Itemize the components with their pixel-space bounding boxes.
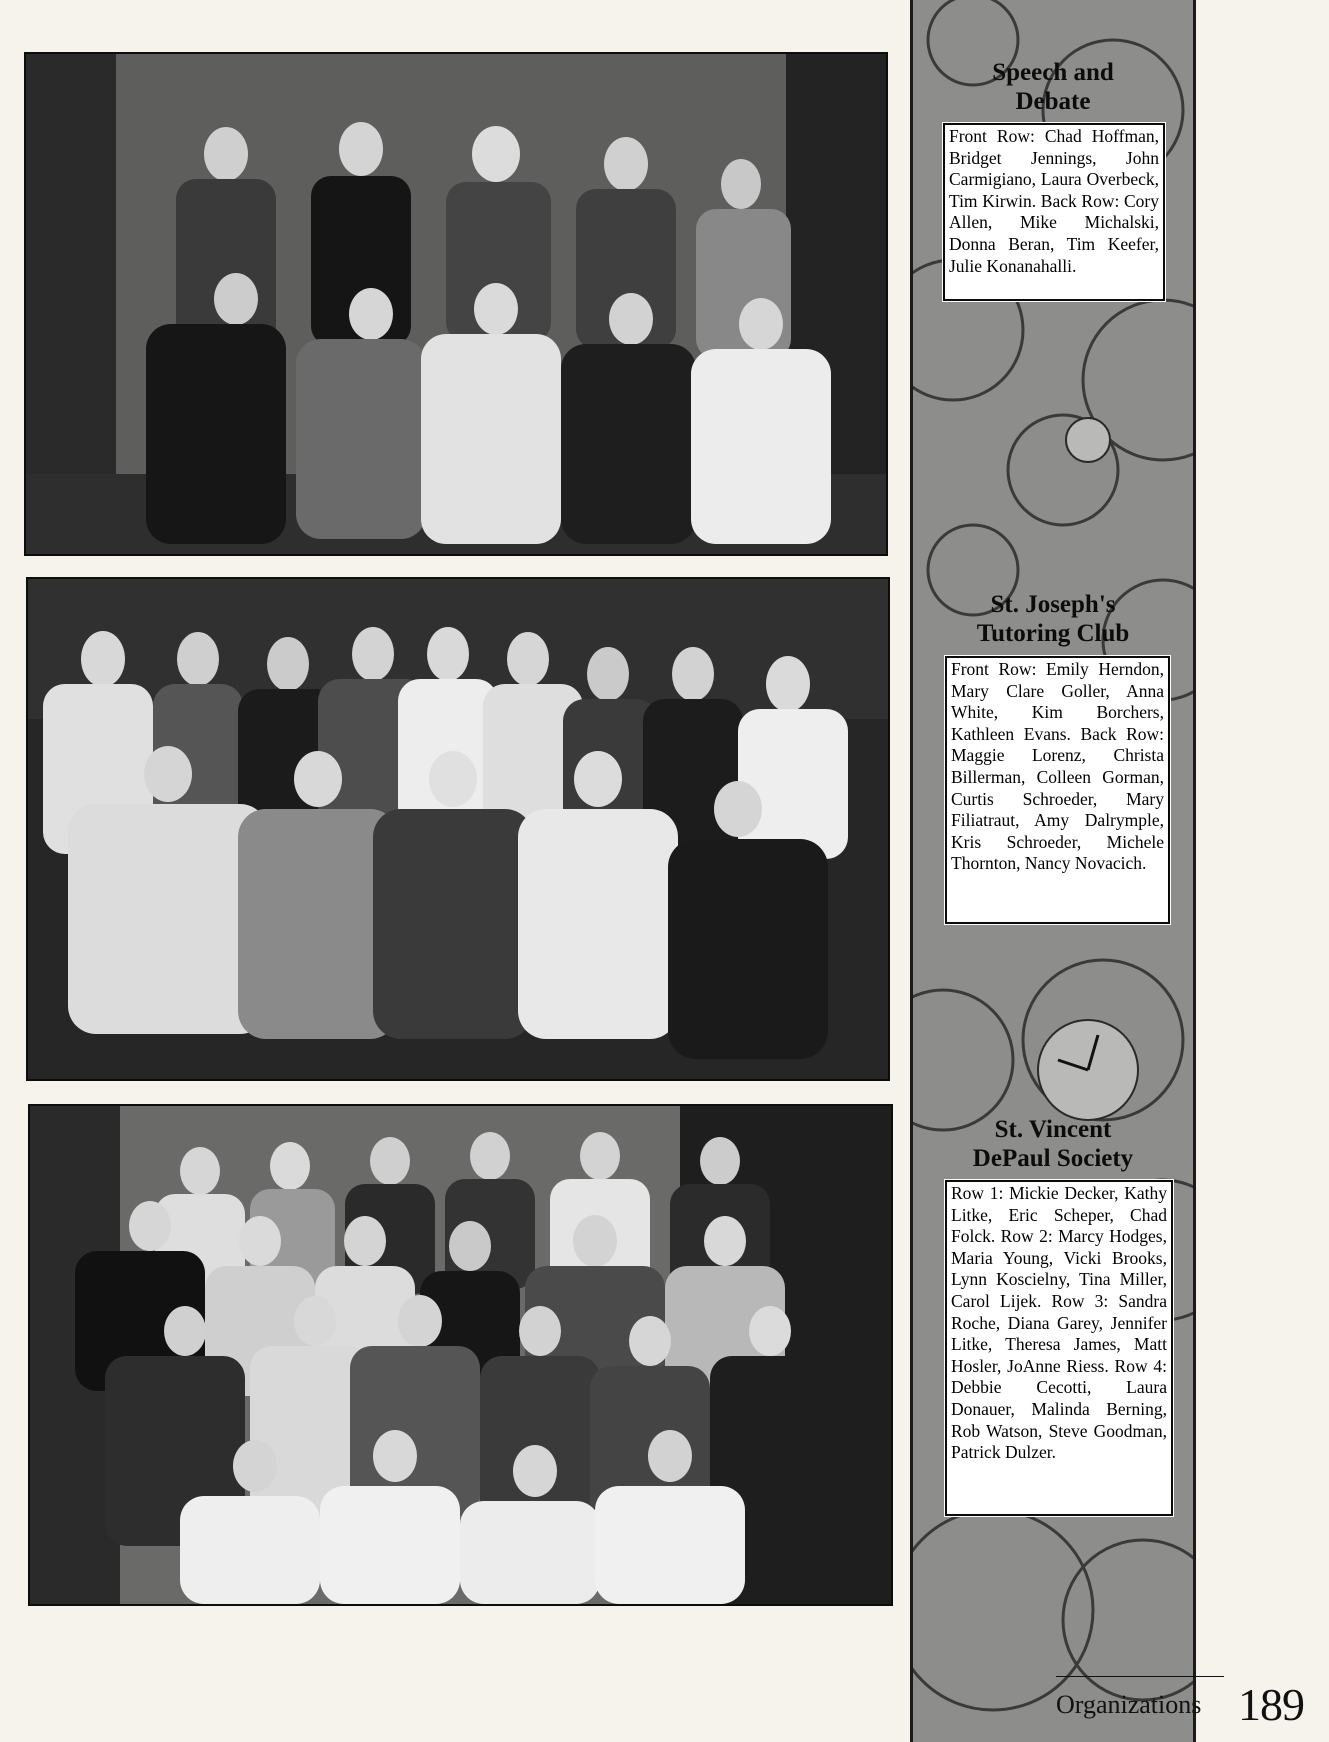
caption-speech-debate: Front Row: Chad Hoffman, Bridget Jennings, John Carmigiano, Laura Overbeck, Tim Kirwin. Back Row: Cory Allen, Mike Michalski, Donna Beran, Tim Keefer, Julie Konanahalli. bbox=[943, 123, 1165, 301]
sidebar-panel bbox=[910, 0, 1196, 1742]
club-title-st-vincent-depaul bbox=[913, 1115, 1193, 1173]
caption-tutoring-club: Front Row: Emily Herndon, Mary Clare Goller, Anna White, Kim Borchers, Kathleen Evans. Back Row: Maggie Lorenz, Christa Billerman, Colleen Gorman, Curtis Schroeder, Mary Filiatraut, Amy Dalrymple, Kris Schroeder, Michele Thornton, Nancy Novacich. bbox=[945, 656, 1170, 924]
club-title-line: St. Vincent bbox=[994, 1116, 1112, 1143]
caption-st-vincent-depaul: Row 1: Mickie Decker, Kathy Litke, Eric Scheper, Chad Folck. Row 2: Marcy Hodges, Maria Young, Vicki Brooks, Lynn Koscielny, Tina Miller, Carol Lijek. Row 3: Sandra Roche, Diana Garey, Jennifer Litke, Theresa James, Matt Hosler, JoAnne Riess. Row 4: Debbie Cecotti, Laura Donauer, Malinda Berning, Rob Watson, Steve Goodman, Patrick Dulzer. bbox=[945, 1180, 1173, 1516]
group-photo-tutoring-club bbox=[26, 577, 890, 1081]
club-title-speech-debate bbox=[913, 58, 1193, 116]
club-title-tutoring-club bbox=[913, 590, 1193, 648]
club-title-line: DePaul Society bbox=[972, 1145, 1134, 1172]
club-title-line: St. Joseph's bbox=[990, 591, 1116, 618]
club-title-line: Debate bbox=[1015, 88, 1091, 115]
group-photo-speech-debate bbox=[24, 52, 888, 556]
club-title-line: Speech and bbox=[992, 59, 1114, 86]
group-photo-st-vincent-depaul bbox=[28, 1104, 893, 1606]
footer-rule bbox=[1056, 1676, 1224, 1677]
page-number: 189 bbox=[1238, 1679, 1304, 1730]
club-title-line: Tutoring Club bbox=[976, 620, 1130, 647]
section-label: Organizations bbox=[1056, 1690, 1202, 1719]
